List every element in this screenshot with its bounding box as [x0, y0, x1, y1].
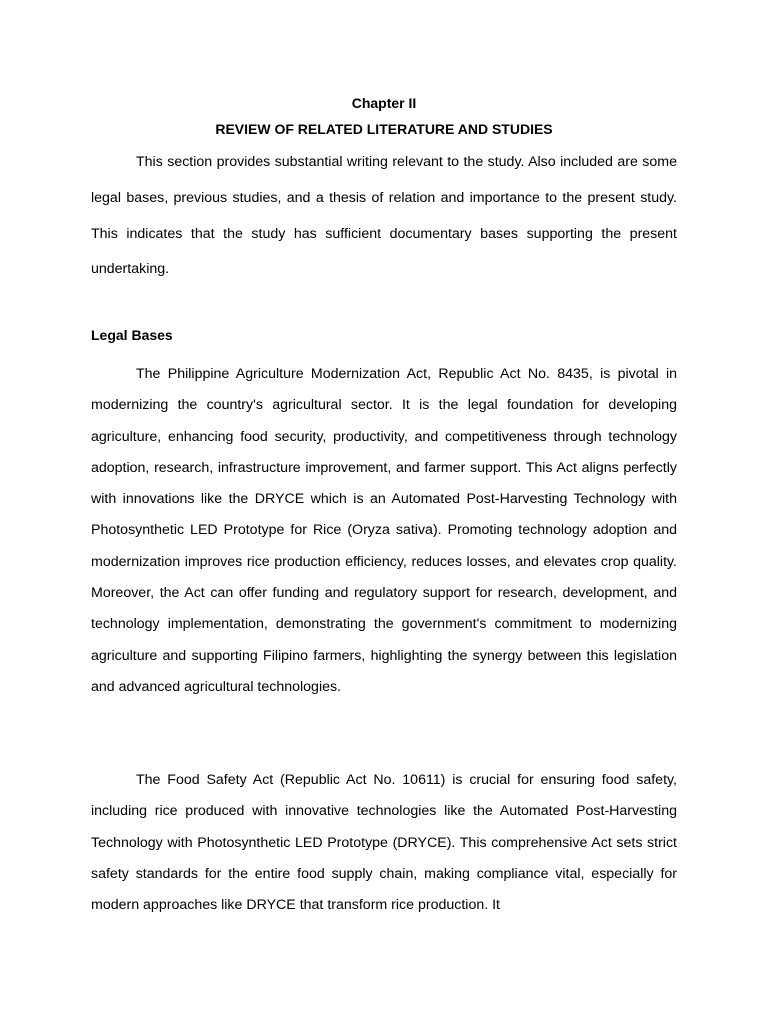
section-heading-legal-bases: Legal Bases: [91, 327, 173, 343]
chapter-title: REVIEW OF RELATED LITERATURE AND STUDIES: [215, 121, 553, 137]
paragraph-agriculture-modernization-act: The Philippine Agriculture Modernization Act, Republic Act No. 8435, is pivotal in modernizing the country's agricultural sector. It is the legal foundation for developing agriculture, enhancing food security, productivity, and competitiveness through technology adoption, research, infrastructure improvement, and farmer support. This Act aligns perfectly with innovations like the DRYCE which is an Automated Post-Harvesting Technology with Photosynthetic LED Prototype for Rice (Oryza sativa). Promoting technology adoption and modernization improves rice production efficiency, reduces losses, and elevates crop quality. Moreover, the Act can offer funding and regulatory support for research, development, and technology implementation, demonstrating the government's commitment to modernizing agriculture and supporting Filipino farmers, highlighting the synergy between this legislation and advanced agricultural technologies.: [91, 366, 677, 695]
paragraph-food-safety-act: The Food Safety Act (Republic Act No. 10611) is crucial for ensuring food safety, including rice produced with innovative technologies like the Automated Post-Harvesting Technology with Photosynthetic LED Prototype (DRYCE). This comprehensive Act sets strict safety standards for the entire food supply chain, making compliance vital, especially for modern approaches like DRYCE that transform rice production. It: [91, 772, 677, 914]
intro-paragraph: This section provides substantial writing relevant to the study. Also included are some legal bases, previous studies, and a thesis of relation and importance to the present study. This indicates that the study has sufficient documentary bases supporting the present undertaking.: [91, 154, 677, 278]
chapter-label: Chapter II: [351, 95, 417, 111]
